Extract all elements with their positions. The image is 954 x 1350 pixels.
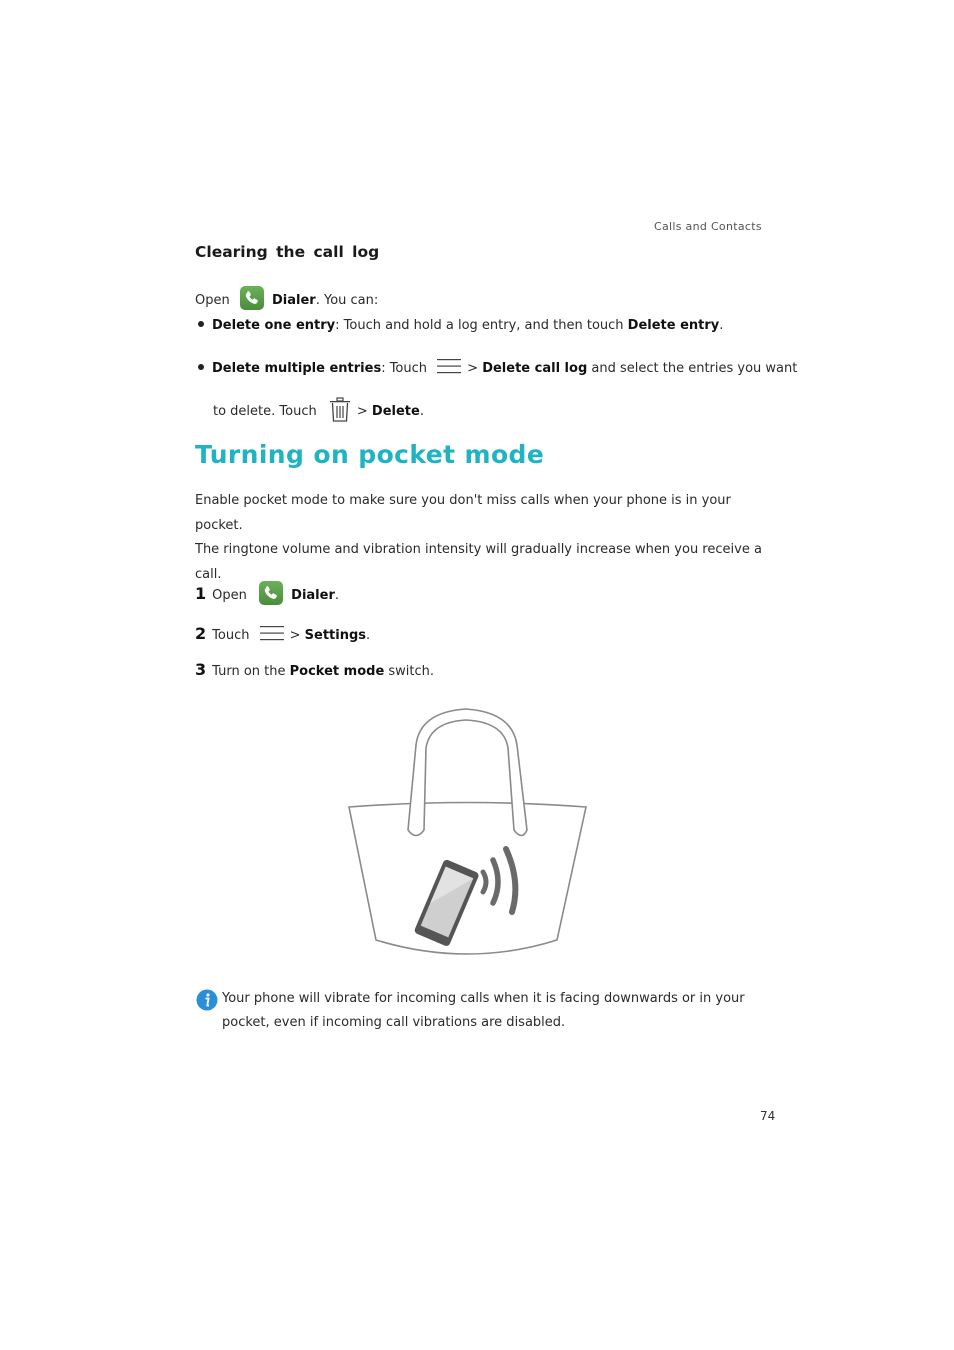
section-heading-pocket-mode: Turning on pocket mode bbox=[195, 440, 545, 469]
pocket-mode-description: Enable pocket mode to make sure you don't miss calls when your phone is in your pocket. The ringtone volume and vibration intensity will gradually increase when you receive a call. bbox=[195, 493, 762, 582]
bullet-delete-multiple-cont: to delete. Touch > Delete. bbox=[213, 397, 424, 423]
pocket-mode-illustration bbox=[340, 700, 600, 965]
pocket-mode-note: Your phone will vibrate for incoming calls when it is facing downwards or in your pocket, even if incoming call vibrations are disabled. bbox=[222, 991, 745, 1030]
step-1: 1 Open Dialer. bbox=[195, 581, 339, 605]
bullet-delete-multiple: Delete multiple entries: Touch > Delete call log and select the entries you want bbox=[198, 358, 797, 378]
page-number: 74 bbox=[760, 1109, 776, 1123]
dialer-label: Dialer bbox=[272, 293, 316, 308]
running-header: Calls and Contacts bbox=[654, 220, 762, 233]
info-icon bbox=[196, 989, 218, 1011]
step-3: 3 Turn on the Pocket mode switch. bbox=[195, 660, 435, 679]
step-2: 2 Touch > Settings. bbox=[195, 624, 371, 643]
section-heading-clearing: Clearing the call log bbox=[195, 243, 380, 261]
bullet-dot bbox=[198, 321, 204, 327]
bullet-delete-one: Delete one entry: Touch and hold a log entry, and then touch Delete entry. bbox=[198, 317, 723, 335]
trash-icon bbox=[329, 397, 351, 423]
dialer-app-icon bbox=[240, 286, 264, 310]
menu-icon bbox=[437, 358, 461, 374]
menu-icon bbox=[260, 625, 284, 641]
dialer-app-icon bbox=[259, 581, 283, 605]
bullet-dot bbox=[198, 364, 204, 370]
open-dialer-line: Open Dialer. You can: bbox=[195, 286, 378, 310]
